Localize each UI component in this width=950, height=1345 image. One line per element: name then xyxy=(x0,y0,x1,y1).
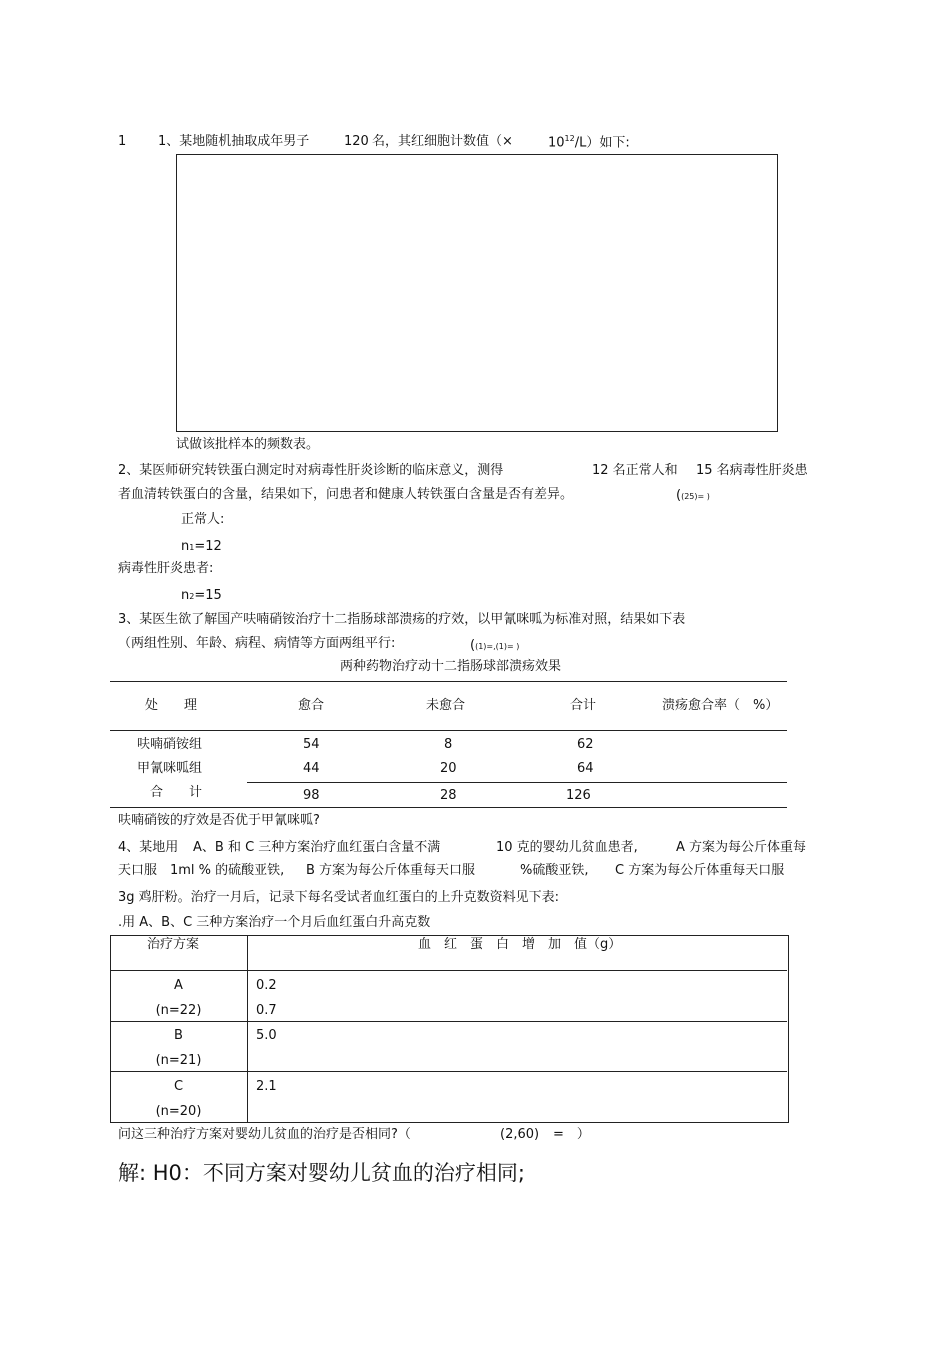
q4-group-b-name: B xyxy=(174,1028,183,1043)
q2-formula-df: (25) xyxy=(681,492,698,501)
q4-group-a-value-1: 0.2 xyxy=(256,978,277,993)
q2-formula-close: = ) xyxy=(697,492,710,501)
q3-question: 呋喃硝铵的疗效是否优于甲氰咪呱? xyxy=(118,813,320,828)
q3-header-rate: 溃疡愈合率（ %） xyxy=(662,698,779,713)
q2-n1-label: n xyxy=(181,539,190,554)
q4-group-b-value-1: 5.0 xyxy=(256,1028,277,1043)
q2-n1-value: =12 xyxy=(194,539,222,554)
q4-group-a-n: (n=22) xyxy=(155,1003,202,1018)
q4-question-a: 问这三种治疗方案对婴幼儿贫血的治疗是否相同?（ xyxy=(118,1127,411,1142)
q2-n2-value: =15 xyxy=(194,588,222,603)
q3-row2-label: 甲氰咪呱组 xyxy=(137,761,203,776)
q4-table-col-divider xyxy=(247,935,248,1122)
q4-question-b: (2,60) xyxy=(500,1127,540,1142)
q3-formula-close: = ) xyxy=(507,642,520,651)
q4-table-row-rule-2 xyxy=(110,1071,787,1072)
q3-table-header-rule xyxy=(110,730,787,731)
q3-row2-not-healed: 20 xyxy=(440,761,457,776)
q3-header-healed: 愈合 xyxy=(298,698,325,713)
q3-table-bottom-rule xyxy=(110,807,787,808)
q1-text-c: /L）如下: xyxy=(574,135,630,151)
q4-line2-c: B 方案为每公斤体重每天口服 xyxy=(306,863,476,878)
q2-n2-sub: 2 xyxy=(189,592,195,601)
q2-patient-label: 病毒性肝炎患者: xyxy=(118,561,214,576)
q2-n1-sub: 1 xyxy=(189,543,195,552)
q3-line2: （两组性别、年龄、病程、病情等方面两组平行: xyxy=(118,636,396,651)
q3-table-top-rule xyxy=(110,681,787,682)
q4-answer: 解: H0：不同方案对婴幼儿贫血的治疗相同; xyxy=(118,1161,525,1185)
q4-table-row-rule-1 xyxy=(110,1021,787,1022)
q3-header-treatment: 处 理 xyxy=(145,698,198,713)
q2-line2: 者血清转铁蛋白的含量，结果如下，问患者和健康人转铁蛋白含量是否有差异。 xyxy=(118,487,574,502)
q4-col2-header: 血 红 蛋 白 增 加 值（g） xyxy=(418,937,622,952)
q3-table-total-rule xyxy=(247,782,787,783)
q1-unit-exponent: 12 xyxy=(564,134,575,143)
q1-sample-size: 120 xyxy=(344,134,369,149)
q1-task: 试做该批样本的频数表。 xyxy=(176,437,320,452)
q3-row3-label: 合 计 xyxy=(150,785,203,800)
q3-formula-open: ( xyxy=(470,638,476,653)
q3-header-not-healed: 未愈合 xyxy=(426,698,466,713)
q3-table-title: 两种药物治疗动十二指肠球部溃疡效果 xyxy=(340,659,562,674)
q2-n2-label: n xyxy=(181,588,190,603)
q1-data-box xyxy=(176,154,778,432)
q3-header-total: 合计 xyxy=(570,698,597,713)
q4-line1-d: A 方案为每公斤体重每 xyxy=(676,840,807,855)
q2-line1-c: 15 名病毒性肝炎患 xyxy=(696,463,808,478)
q4-line2-b: 1ml % 的硫酸亚铁, xyxy=(170,863,285,878)
q3-row3-healed: 98 xyxy=(303,788,320,803)
q4-group-a-name: A xyxy=(174,978,183,993)
q1-text-b: 名，其红细胞计数值（× xyxy=(372,134,513,149)
q2-n1 xyxy=(181,539,222,555)
q4-group-a-value-2: 0.7 xyxy=(256,1003,277,1018)
q4-col1-header: 治疗方案 xyxy=(147,937,200,952)
q4-group-c-n: (n=20) xyxy=(155,1104,202,1119)
q1-unit xyxy=(548,134,630,151)
q2-line1-b: 12 名正常人和 xyxy=(592,463,678,478)
q4-table-header-rule xyxy=(110,970,787,971)
q3-row3-total: 126 xyxy=(566,788,591,803)
q4-line2-d: %硫酸亚铁, xyxy=(520,863,589,878)
q3-row1-healed: 54 xyxy=(303,737,320,752)
q4-line1-b: A、B 和 C 三种方案治疗血红蛋白含量不满 xyxy=(193,840,441,855)
q4-group-c-value-1: 2.1 xyxy=(256,1079,277,1094)
q3-formula xyxy=(470,638,519,654)
q2-normal-label: 正常人: xyxy=(181,512,225,527)
q3-row2-total: 64 xyxy=(577,761,594,776)
q3-formula-df2: (1) xyxy=(495,642,508,651)
q4-group-c-name: C xyxy=(173,1079,184,1094)
q4-line1-a: 4、某地用 xyxy=(118,840,179,855)
q4-question-c: = ） xyxy=(553,1127,590,1142)
q4-line1-c: 10 克的婴幼儿贫血患者, xyxy=(496,840,638,855)
q1-unit-base: 10 xyxy=(548,135,565,151)
q4-line2-a: 天口服 xyxy=(118,863,158,878)
q2-formula xyxy=(676,488,710,504)
q1-text-a: 1、某地随机抽取成年男子 xyxy=(158,134,310,149)
q2-line1-a: 2、某医师研究转铁蛋白测定时对病毒性肝炎诊断的临床意义，测得 xyxy=(118,463,504,478)
q3-line1: 3、某医生欲了解国产呋喃硝铵治疗十二指肠球部溃疡的疗效，以甲氰咪呱为标准对照，结果如下表 xyxy=(118,612,686,627)
q3-row3-not-healed: 28 xyxy=(440,788,457,803)
q3-row1-label: 呋喃硝铵组 xyxy=(137,737,203,752)
q2-n2 xyxy=(181,588,222,604)
q3-formula-mid: =, xyxy=(486,642,496,651)
q3-row1-total: 62 xyxy=(577,737,594,752)
q4-line2-e: C 方案为每公斤体重每天口服 xyxy=(615,863,785,878)
q4-table-caption: .用 A、B、C 三种方案治疗一个月后血红蛋白升高克数 xyxy=(118,915,431,930)
q3-row2-healed: 44 xyxy=(303,761,320,776)
q3-formula-df1: (1) xyxy=(475,642,487,651)
q4-line3: 3g 鸡肝粉。治疗一月后，记录下每名受试者血红蛋白的上升克数资料见下表: xyxy=(118,890,560,905)
q2-formula-open: ( xyxy=(676,488,682,503)
q4-group-b-n: (n=21) xyxy=(155,1053,202,1068)
q3-row1-not-healed: 8 xyxy=(444,737,453,752)
q1-number: 1 xyxy=(118,134,127,149)
